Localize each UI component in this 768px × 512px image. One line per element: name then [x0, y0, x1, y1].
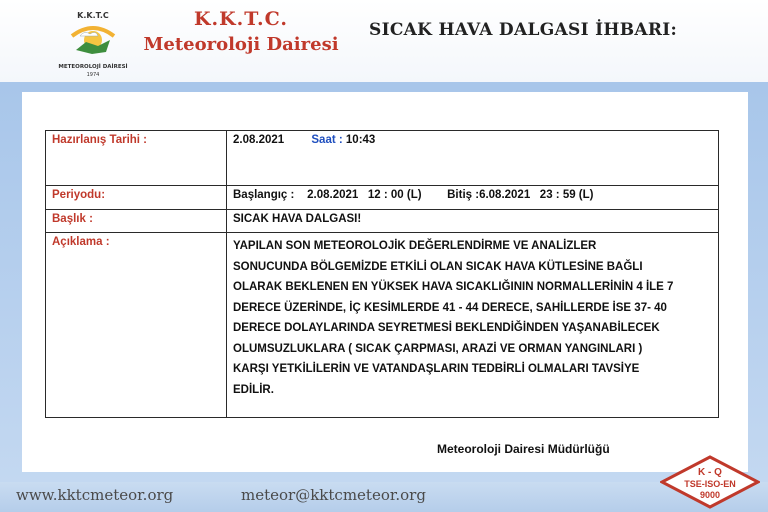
row-prepared-date	[46, 131, 719, 186]
warning-title: SICAK HAVA DALGASI İHBARI:	[369, 20, 678, 40]
cert-line-3: 9000	[699, 490, 721, 500]
prepared-date-value: 2.08.2021	[233, 134, 285, 146]
description-line: KARŞI YETKİLİLERİN VE VATANDAŞLARIN TEDBİRLİ OLMALARI TAVSİYE	[233, 363, 640, 375]
email-link[interactable]: meteor@kktcmeteor.org	[241, 486, 426, 504]
description-line: SONUCUNDA BÖLGEMİZDE ETKİLİ OLAN SICAK HAVA KÜTLESİNE BAĞLI	[233, 260, 643, 273]
logo-text-bottom: METEOROLOJİ DAİRESİ	[58, 64, 128, 70]
period-label: Periyodu:	[46, 186, 227, 210]
description-line: YAPILAN SON METEOROLOJİK DEĞERLENDİRME VE ANALİZLER	[233, 240, 597, 252]
row-title	[46, 210, 719, 233]
description-line: OLUMSUZLUKLARA ( SICAK ÇARPMASI, ARAZİ VE ORMAN YANGINLARI )	[233, 342, 643, 355]
description-line: OLARAK BEKLENEN EN YÜKSEK HAVA SICAKLIĞININ NORMALLERİNİN 4 İLE 7	[233, 281, 674, 293]
title-value: SICAK HAVA DALGASI!	[227, 210, 719, 233]
website-link[interactable]: www.kktcmeteor.org	[16, 486, 174, 504]
kktc-meteorology-logo	[52, 6, 134, 78]
row-description	[46, 233, 719, 418]
logo-text-top: K.K.T.C	[77, 11, 109, 20]
description-line: DERECE DOLAYLARINDA SEYRETMESİ BEKLENDİĞİNDEN YAŞANABİLECEK	[233, 322, 660, 334]
time-label: Saat :	[311, 134, 343, 146]
description-label: Açıklama :	[46, 233, 227, 418]
row-period	[46, 186, 719, 210]
logo-year: 1974	[86, 72, 100, 78]
cert-line-2: TSE-ISO-EN	[684, 479, 736, 489]
cert-line-1: K - Q	[698, 467, 722, 478]
org-abbreviation: K.K.T.C.	[194, 8, 288, 30]
organization-name	[136, 8, 346, 55]
prepared-date-label: Hazırlanış Tarihi :	[46, 131, 227, 186]
org-full-name: Meteoroloji Dairesi	[143, 34, 339, 55]
description-line: DERECE ÜZERİNDE, İÇ KESİMLERDE 41 - 44 DERECE, SAHİLLERDE İSE 37- 40	[233, 301, 667, 314]
description-text	[227, 233, 719, 418]
prepared-date-cell	[227, 131, 719, 186]
signature: Meteoroloji Dairesi Müdürlüğü	[437, 442, 610, 456]
title-label: Başlık :	[46, 210, 227, 233]
iso-certification-badge	[660, 455, 760, 509]
notice-table	[45, 130, 719, 418]
time-value: 10:43	[345, 134, 376, 146]
description-line: EDİLİR.	[233, 383, 274, 396]
period-value: Başlangıç : 2.08.2021 12 : 00 (L) Bitiş :6.08.2021 23 : 59 (L)	[227, 186, 719, 210]
